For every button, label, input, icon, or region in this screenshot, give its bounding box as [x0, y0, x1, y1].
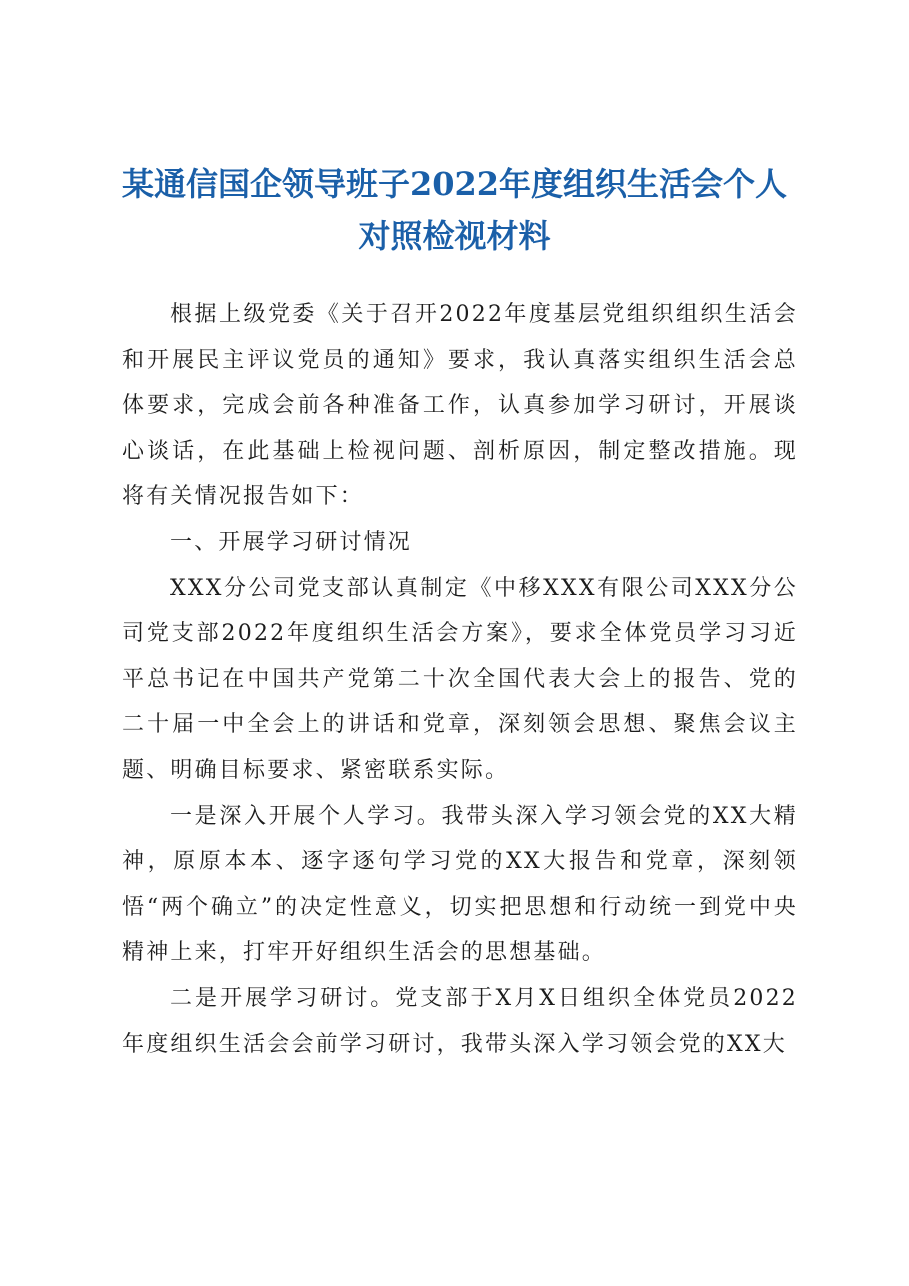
document-body: [122, 292, 798, 1067]
section-heading-study: 一、开展学习研讨情况: [170, 529, 413, 555]
document-title: 某通信国企领导班子2022年度组织生活会个人对照检视材料: [121, 165, 788, 255]
paragraph-intro: 根据上级党委《关于召开2022年度基层党组织组织生活会和开展民主评议党员的通知》要求，我认真落实组织生活会总体要求，完成会前各种准备工作，认真参加学习研讨，开展谈心谈话，在此基础上检视问题、剖析原因，制定整改措施。现将有关情况报告如下：: [122, 302, 798, 510]
paragraph-study-discussion: 二是开展学习研讨。党支部于X月X日组织全体党员2022年度组织生活会会前学习研讨，我带头深入学习领会党的XX大: [122, 985, 798, 1057]
paragraph-personal-study: 一是深入开展个人学习。我带头深入学习领会党的XX大精神，原原本本、逐字逐句学习党的XX大报告和党章，深刻领悟“两个确立”的决定性意义，切实把思想和行动统一到党中央精神上来，打牢开好组织生活会的思想基础。: [122, 803, 798, 966]
paragraph-branch-plan: XXX分公司党支部认真制定《中移XXX有限公司XXX分公司党支部2022年度组织生活会方案》，要求全体党员学习习近平总书记在中国共产党第二十次全国代表大会上的报告、党的二十届一中全会上的讲话和党章，深刻领会思想、聚焦会议主题、明确目标要求、紧密联系实际。: [122, 575, 798, 783]
